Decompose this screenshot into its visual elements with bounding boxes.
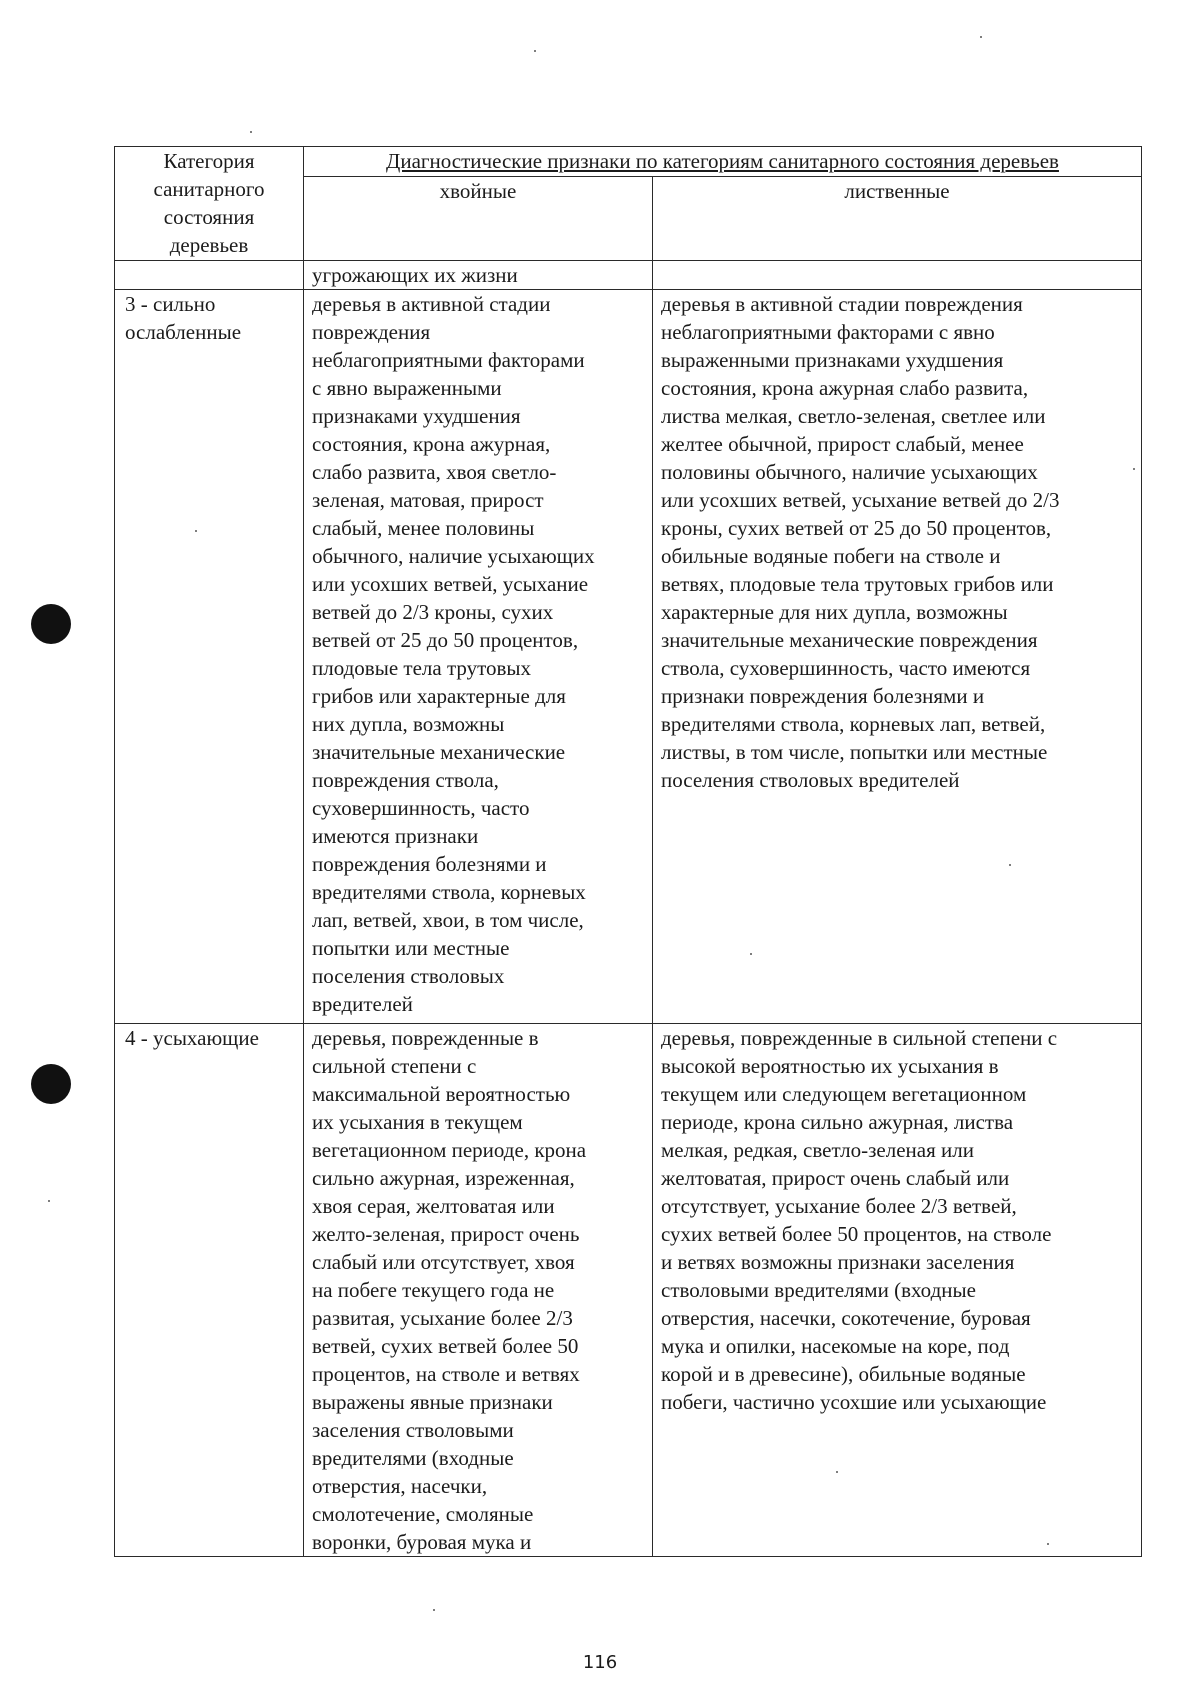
text-line: корой и в древесине), обильные водяные [661,1362,1026,1386]
text-line: признаки повреждения болезнями и [661,684,985,708]
text-line: побеги, частично усохшие или усыхающие [661,1390,1047,1414]
text-line: заселения стволовыми [312,1418,514,1442]
text-line: максимальной вероятностью [312,1082,571,1106]
text-line: мелкая, редкая, светло-зеленая или [661,1138,974,1162]
coniferous-header-cell [304,177,653,261]
text-line: вредителями ствола, корневых [312,880,586,904]
continuation-deciduous-cell [653,261,1142,290]
continuation-row [115,261,1142,290]
table-row [115,1024,1142,1557]
text-line: вредителей [312,992,413,1016]
text-line: характерные для них дупла, возможны [661,600,1008,624]
text-line: мука и опилки, насекомые на коре, под [661,1334,1010,1358]
text-line: сильной степени с [312,1054,477,1078]
text-line: деревья в активной стадии [312,292,551,316]
text-line: текущем или следующем вегетационном [661,1082,1027,1106]
text-line: воронки, буровая мука и [312,1530,532,1554]
text-line: сухих ветвей более 50 процентов, на стволе [661,1222,1052,1246]
text-line: желтоватая, прирост очень слабый или [661,1166,1010,1190]
text-line: вредителями ствола, корневых лап, ветвей, [661,712,1046,736]
text-line: листва мелкая, светло-зеленая, светлее или [661,404,1046,428]
scan-speck [48,1200,50,1202]
punch-hole-lower [31,1064,71,1104]
text-line: отверстия, насечки, [312,1474,488,1498]
text-line: Категория [163,149,255,173]
deciduous-header: лиственные [844,179,950,203]
text-line: или усохших ветвей, усыхание [312,572,589,596]
text-line: них дупла, возможны [312,712,505,736]
text-line: зеленая, матовая, прирост [312,488,544,512]
text-line: значительные механические [312,740,566,764]
text-line: слабый, менее половины [312,516,535,540]
coniferous-cell [304,1024,653,1557]
text-line: желтее обычной, прирост слабый, менее [661,432,1024,456]
scan-speck [250,131,252,133]
punch-hole-upper [31,604,71,644]
text-line: выраженными признаками ухудшения [661,348,1004,372]
text-line: вегетационном периоде, крона [312,1138,587,1162]
text-line: смолотечение, смоляные [312,1502,534,1526]
text-line: обычного, наличие усыхающих [312,544,595,568]
text-line: листвы, в том числе, попытки или местные [661,740,1048,764]
table-row [115,290,1142,1024]
scan-speck [433,1609,435,1611]
text-line: или усохших ветвей, усыхание ветвей до 2/3 [661,488,1060,512]
diagnostics-header-cell [304,147,1142,177]
text-line: слабый или отсутствует, хвоя [312,1250,575,1274]
text-line: с явно выраженными [312,376,502,400]
coniferous-text [312,290,644,1018]
page-number: 116 [582,1652,618,1673]
text-line: лап, ветвей, хвои, в том числе, [312,908,584,932]
text-line: грибов или характерные для [312,684,566,708]
text-line: состояния, крона ажурная, [312,432,551,456]
text-line: неблагоприятными факторами с явно [661,320,995,344]
header-row [115,147,1142,177]
text-line: процентов, на стволе и ветвях [312,1362,580,1386]
text-line: отверстия, насечки, сокотечение, буровая [661,1306,1031,1330]
deciduous-header-cell [653,177,1142,261]
text-line: выражены явные признаки [312,1390,553,1414]
text-line: 3 - сильно [125,292,216,316]
category-label [125,290,295,346]
text-line: желто-зеленая, прирост очень [312,1222,580,1246]
deciduous-cell [653,290,1142,1024]
continuation-category-cell [115,261,304,290]
continuation-coniferous-cell [304,261,653,290]
text-line: повреждения [312,320,431,344]
text-line: кроны, сухих ветвей от 25 до 50 процентов, [661,516,1052,540]
text-line: периоде, крона сильно ажурная, листва [661,1110,1014,1134]
text-line: повреждения болезнями и [312,852,547,876]
text-line: половины обычного, наличие усыхающих [661,460,1038,484]
text-line: на побеге текущего года не [312,1278,555,1302]
scan-speck [980,36,982,38]
deciduous-text [661,290,1133,794]
text-line: состояния [163,205,255,229]
text-line: отсутствует, усыхание более 2/3 ветвей, [661,1194,1017,1218]
text-line: 4 - усыхающие [125,1026,259,1050]
text-line: поселения стволовых [312,964,505,988]
scan-speck [534,50,536,52]
coniferous-header: хвойные [439,179,517,203]
text-line: повреждения ствола, [312,768,499,792]
category-label [125,1024,295,1052]
text-line: ослабленные [125,320,242,344]
text-line: развитая, усыхание более 2/3 [312,1306,573,1330]
text-line: их усыхания в текущем [312,1110,523,1134]
text-line: деревья, поврежденные в сильной степени с [661,1026,1058,1050]
text-line: признаками ухудшения [312,404,521,428]
text-line: поселения стволовых вредителей [661,768,960,792]
continuation-coniferous-text: угрожающих их жизни [312,263,518,287]
text-line: деревья, поврежденные в [312,1026,539,1050]
category-header-cell [115,147,304,261]
category-cell [115,290,304,1024]
text-line: ствола, суховершинность, часто имеются [661,656,1031,680]
text-line: попытки или местные [312,936,510,960]
text-line: санитарного [153,177,265,201]
sanitary-state-table [114,146,1142,1557]
text-line: суховершинность, часто [312,796,530,820]
text-line: состояния, крона ажурная слабо развита, [661,376,1029,400]
text-line: неблагоприятными факторами [312,348,585,372]
text-line: сильно ажурная, изреженная, [312,1166,575,1190]
text-line: хвоя серая, желтоватая или [312,1194,555,1218]
text-line: вредителями (входные [312,1446,514,1470]
text-line: значительные механические повреждения [661,628,1038,652]
text-line: ветвей до 2/3 кроны, сухих [312,600,554,624]
text-line: ветвей от 25 до 50 процентов, [312,628,579,652]
text-line: имеются признаки [312,824,479,848]
text-line: стволовыми вредителями (входные [661,1278,976,1302]
text-line: деревьев [169,233,249,257]
diagnostics-title: Диагностические признаки по категориям санитарного состояния деревьев [386,149,1059,173]
text-line: ветвей, сухих ветвей более 50 [312,1334,579,1358]
text-line: плодовые тела трутовых [312,656,532,680]
text-line: ветвях, плодовые тела трутовых грибов или [661,572,1054,596]
category-cell [115,1024,304,1557]
coniferous-text [312,1024,644,1556]
text-line: обильные водяные побеги на стволе и [661,544,1001,568]
text-line: высокой вероятностью их усыхания в [661,1054,999,1078]
category-header-lines [123,147,295,259]
text-line: слабо развита, хвоя светло- [312,460,557,484]
deciduous-text [661,1024,1133,1416]
text-line: деревья в активной стадии повреждения [661,292,1023,316]
text-line: и ветвях возможны признаки заселения [661,1250,1015,1274]
deciduous-cell [653,1024,1142,1557]
coniferous-cell [304,290,653,1024]
